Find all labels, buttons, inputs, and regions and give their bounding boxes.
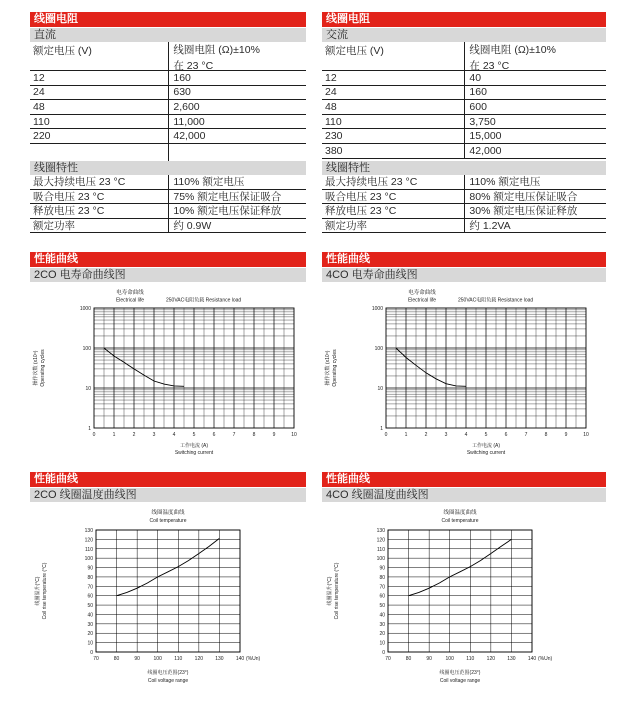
- cell-value: 10% 额定电压保证释放: [173, 205, 282, 218]
- svg-text:0: 0: [90, 650, 93, 656]
- cell-value: 110% 额定电压: [469, 176, 541, 189]
- svg-text:130: 130: [215, 656, 224, 662]
- table-row: [322, 71, 606, 86]
- table-body: [30, 71, 306, 144]
- cell-value: 约 1.2VA: [469, 220, 511, 233]
- electrical-life-chart-2co: [30, 286, 306, 458]
- svg-text:6: 6: [504, 432, 508, 438]
- svg-text:60: 60: [87, 593, 93, 600]
- svg-text:7: 7: [232, 432, 236, 438]
- cell-value: 40: [469, 71, 482, 84]
- svg-text:线圈电压范围(23°): 线圈电压范围(23°): [439, 670, 481, 676]
- svg-text:4: 4: [464, 432, 468, 438]
- cell-label: 220: [30, 129, 169, 143]
- cell-label: 110: [322, 115, 465, 129]
- svg-text:9: 9: [272, 432, 276, 438]
- spacer-cell: [169, 144, 306, 161]
- svg-text:70: 70: [379, 584, 385, 591]
- svg-text:100: 100: [153, 656, 162, 662]
- svg-text:9: 9: [564, 432, 568, 438]
- svg-text:操作次数 (x10⁴): 操作次数 (x10⁴): [33, 350, 39, 386]
- svg-text:70: 70: [385, 656, 391, 662]
- performance-curve-section-temp-4co: [322, 472, 606, 502]
- cell-label: 24: [30, 86, 169, 100]
- svg-text:80: 80: [113, 656, 120, 662]
- svg-text:8: 8: [544, 432, 548, 438]
- svg-text:90: 90: [426, 656, 432, 662]
- svg-text:130: 130: [376, 528, 385, 534]
- section-header-performance-curve: 性能曲线: [30, 252, 306, 267]
- svg-text:Coil temperature: Coil temperature: [149, 518, 187, 524]
- svg-text:90: 90: [87, 565, 93, 572]
- svg-text:90: 90: [134, 656, 140, 662]
- svg-text:10: 10: [583, 432, 589, 438]
- cell-value: 约 0.9W: [173, 220, 212, 233]
- svg-text:30: 30: [379, 621, 385, 628]
- table-row: [30, 86, 306, 101]
- svg-text:5: 5: [484, 432, 488, 438]
- svg-text:线圈温度曲线: 线圈温度曲线: [443, 510, 477, 516]
- spacer-cell: [30, 144, 169, 161]
- svg-text:Electrical life: Electrical life: [115, 297, 145, 304]
- coil-characteristics-section-ac: [322, 161, 606, 233]
- cell-value: 600: [469, 100, 487, 113]
- svg-text:0: 0: [384, 432, 388, 438]
- svg-text:140: 140: [235, 656, 245, 662]
- cell-value: 11,000: [173, 115, 205, 128]
- svg-text:250VAC电阻负载 Resistance load: 250VAC电阻负载 Resistance load: [458, 297, 534, 304]
- svg-text:8: 8: [252, 432, 256, 438]
- svg-text:1: 1: [88, 426, 91, 432]
- svg-text:Coil temperature: Coil temperature: [441, 518, 479, 524]
- table-row: [322, 175, 606, 190]
- column-header-line1: 线圈电阻 (Ω)±10%: [173, 44, 260, 56]
- svg-text:130: 130: [507, 656, 516, 662]
- svg-text:100: 100: [374, 346, 383, 352]
- svg-text:工作电流 (A): 工作电流 (A): [471, 443, 501, 449]
- coil-characteristics-section-dc: [30, 161, 306, 233]
- svg-text:110: 110: [174, 656, 183, 662]
- cell-value: 160: [173, 71, 191, 84]
- cell-label: 110: [30, 115, 169, 129]
- section-header-coil-resistance: 线圈电阻: [30, 12, 306, 27]
- svg-text:线圈电压范围(23°): 线圈电压范围(23°): [147, 670, 189, 676]
- svg-text:10: 10: [291, 432, 297, 438]
- svg-text:70: 70: [93, 656, 99, 662]
- svg-text:(%Un): (%Un): [538, 656, 553, 662]
- cell-label: 24: [322, 86, 465, 100]
- svg-text:140: 140: [527, 656, 537, 662]
- section-subheader-dc: 直流: [30, 28, 306, 42]
- svg-text:7: 7: [524, 432, 528, 438]
- coil-temperature-chart-2co: [30, 504, 306, 704]
- table-header: [322, 42, 606, 71]
- table-row: [322, 219, 606, 234]
- section-header-performance-curve: 性能曲线: [322, 472, 606, 487]
- table-row: [30, 100, 306, 115]
- section-header-coil-resistance: 线圈电阻: [322, 12, 606, 27]
- section-subheader-ac: 交流: [322, 28, 606, 42]
- cell-label: 额定功率: [30, 219, 169, 233]
- svg-text:90: 90: [379, 565, 385, 572]
- cell-value: 160: [469, 86, 487, 99]
- svg-text:20: 20: [87, 631, 93, 638]
- cell-label: 最大持续电压 23 °C: [322, 175, 465, 189]
- svg-text:80: 80: [405, 656, 412, 662]
- svg-text:线圈温升(°C): 线圈温升(°C): [327, 576, 333, 606]
- cell-label: 吸合电压 23 °C: [30, 190, 169, 204]
- section-subheader-coil-characteristics: 线圈特性: [30, 161, 306, 175]
- svg-text:Coil rise temperature (°C): Coil rise temperature (°C): [42, 562, 48, 620]
- table-row: [30, 129, 306, 144]
- svg-text:工作电流 (A): 工作电流 (A): [179, 443, 209, 449]
- table-row: [30, 204, 306, 219]
- svg-text:50: 50: [379, 603, 385, 610]
- svg-text:100: 100: [376, 556, 385, 563]
- table-row: [322, 100, 606, 115]
- svg-text:120: 120: [194, 656, 204, 662]
- cell-label: 释放电压 23 °C: [30, 204, 169, 218]
- section-subheader-temp-2co: 2CO 线圈温度曲线图: [30, 488, 306, 502]
- svg-text:Operating cycles: Operating cycles: [40, 349, 46, 387]
- coil-resistance-section-dc: [30, 12, 306, 161]
- table-body: [322, 71, 606, 159]
- svg-text:Coil voltage range: Coil voltage range: [439, 678, 481, 684]
- table-body: [30, 175, 306, 233]
- svg-text:30: 30: [87, 621, 93, 628]
- table-row: [30, 190, 306, 205]
- svg-text:2: 2: [132, 432, 136, 438]
- svg-text:1: 1: [112, 432, 116, 438]
- electrical-life-chart-4co: [322, 286, 598, 458]
- performance-curve-section-life-2co: [30, 252, 306, 282]
- svg-text:120: 120: [486, 656, 496, 662]
- svg-text:4: 4: [172, 432, 176, 438]
- svg-text:20: 20: [379, 631, 385, 638]
- cell-label: 230: [322, 129, 465, 143]
- svg-text:120: 120: [376, 537, 385, 544]
- cell-value: 42,000: [173, 130, 206, 143]
- svg-text:1000: 1000: [371, 306, 383, 312]
- section-header-performance-curve: 性能曲线: [30, 472, 306, 487]
- svg-text:80: 80: [87, 574, 93, 581]
- svg-text:(%Un): (%Un): [246, 656, 261, 662]
- left-column: [30, 12, 306, 717]
- svg-text:110: 110: [377, 546, 385, 553]
- svg-text:100: 100: [445, 656, 454, 662]
- svg-text:0: 0: [92, 432, 96, 438]
- svg-text:线圈温升(°C): 线圈温升(°C): [35, 576, 41, 606]
- cell-label: 380: [322, 144, 465, 158]
- cell-value: 110% 额定电压: [173, 176, 245, 189]
- table-row: [30, 71, 306, 86]
- performance-curve-section-temp-2co: [30, 472, 306, 502]
- cell-label: 额定功率: [322, 219, 465, 233]
- table-row: [322, 129, 606, 144]
- coil-resistance-section-ac: [322, 12, 606, 159]
- svg-text:110: 110: [85, 546, 93, 553]
- section-subheader-temp-4co: 4CO 线圈温度曲线图: [322, 488, 606, 502]
- svg-text:40: 40: [87, 612, 93, 619]
- table-row: [322, 115, 606, 130]
- cell-label: 12: [30, 71, 169, 85]
- cell-value: 15,000: [469, 130, 502, 143]
- cell-value: 30% 额定电压保证释放: [469, 205, 578, 218]
- coil-temperature-chart-4co: [322, 504, 598, 704]
- table-body: [322, 175, 606, 233]
- column-header-line2: 在 23 °C: [469, 60, 510, 72]
- section-header-performance-curve: 性能曲线: [322, 252, 606, 267]
- table-row: [322, 144, 606, 159]
- svg-text:1: 1: [380, 426, 383, 432]
- svg-text:Coil voltage range: Coil voltage range: [147, 678, 189, 684]
- svg-text:50: 50: [87, 603, 93, 610]
- table-row: [30, 115, 306, 130]
- cell-value: 80% 额定电压保证吸合: [469, 190, 578, 203]
- svg-text:130: 130: [84, 528, 93, 534]
- svg-text:Switching current: Switching current: [174, 450, 214, 456]
- cell-label: 48: [322, 100, 465, 114]
- svg-text:3: 3: [444, 432, 448, 438]
- svg-text:250VAC电阻负载 Resistance load: 250VAC电阻负载 Resistance load: [166, 297, 242, 304]
- svg-text:Switching current: Switching current: [466, 450, 506, 456]
- svg-text:10: 10: [85, 386, 91, 392]
- section-subheader-life-4co: 4CO 电寿命曲线图: [322, 268, 606, 282]
- svg-text:Coil rise temperature (°C): Coil rise temperature (°C): [334, 562, 340, 620]
- cell-value: 2,600: [173, 100, 200, 113]
- svg-text:10: 10: [379, 640, 385, 647]
- svg-text:120: 120: [84, 537, 93, 544]
- cell-value: 75% 额定电压保证吸合: [173, 190, 282, 203]
- right-column: [322, 12, 606, 717]
- table-row: [30, 175, 306, 190]
- svg-text:0: 0: [382, 650, 385, 656]
- svg-text:5: 5: [192, 432, 196, 438]
- svg-text:110: 110: [466, 656, 475, 662]
- cell-value: 630: [173, 86, 191, 99]
- table-row: [322, 190, 606, 205]
- svg-text:40: 40: [379, 612, 385, 619]
- performance-curve-section-life-4co: [322, 252, 606, 282]
- svg-text:60: 60: [379, 593, 385, 600]
- svg-text:3: 3: [152, 432, 156, 438]
- svg-text:2: 2: [424, 432, 428, 438]
- svg-text:100: 100: [84, 556, 93, 563]
- table-header: [30, 42, 306, 71]
- svg-text:线圈温度曲线: 线圈温度曲线: [151, 510, 185, 516]
- svg-text:1000: 1000: [79, 306, 91, 312]
- svg-text:10: 10: [377, 386, 383, 392]
- table-row: [322, 86, 606, 101]
- table-spacer-row: [30, 144, 306, 161]
- svg-text:Electrical life: Electrical life: [407, 297, 437, 304]
- table-row: [30, 219, 306, 234]
- cell-label: 最大持续电压 23 °C: [30, 175, 169, 189]
- cell-label: 吸合电压 23 °C: [322, 190, 465, 204]
- svg-text:10: 10: [87, 640, 93, 647]
- cell-value: 3,750: [469, 115, 496, 128]
- svg-text:电寿命曲线: 电寿命曲线: [116, 290, 144, 296]
- table-row: [322, 204, 606, 219]
- column-header-coil-resistance: [169, 42, 306, 70]
- column-header-coil-resistance: [465, 42, 606, 70]
- section-subheader-coil-characteristics: 线圈特性: [322, 161, 606, 175]
- svg-text:80: 80: [379, 574, 385, 581]
- svg-text:6: 6: [212, 432, 216, 438]
- cell-label: 12: [322, 71, 465, 85]
- column-header-line2: 在 23 °C: [173, 60, 214, 72]
- column-header-rated-voltage: 额定电压 (V): [322, 42, 465, 70]
- cell-label: 释放电压 23 °C: [322, 204, 465, 218]
- cell-label: 48: [30, 100, 169, 114]
- svg-text:电寿命曲线: 电寿命曲线: [408, 290, 436, 296]
- svg-text:1: 1: [404, 432, 408, 438]
- column-header-line1: 线圈电阻 (Ω)±10%: [469, 44, 556, 56]
- section-subheader-life-2co: 2CO 电寿命曲线图: [30, 268, 306, 282]
- svg-text:100: 100: [82, 346, 91, 352]
- svg-text:操作次数 (x10⁴): 操作次数 (x10⁴): [325, 350, 331, 386]
- column-header-rated-voltage: 额定电压 (V): [30, 42, 169, 70]
- svg-text:Operating cycles: Operating cycles: [332, 349, 338, 387]
- cell-value: 42,000: [469, 144, 502, 157]
- svg-text:70: 70: [87, 584, 93, 591]
